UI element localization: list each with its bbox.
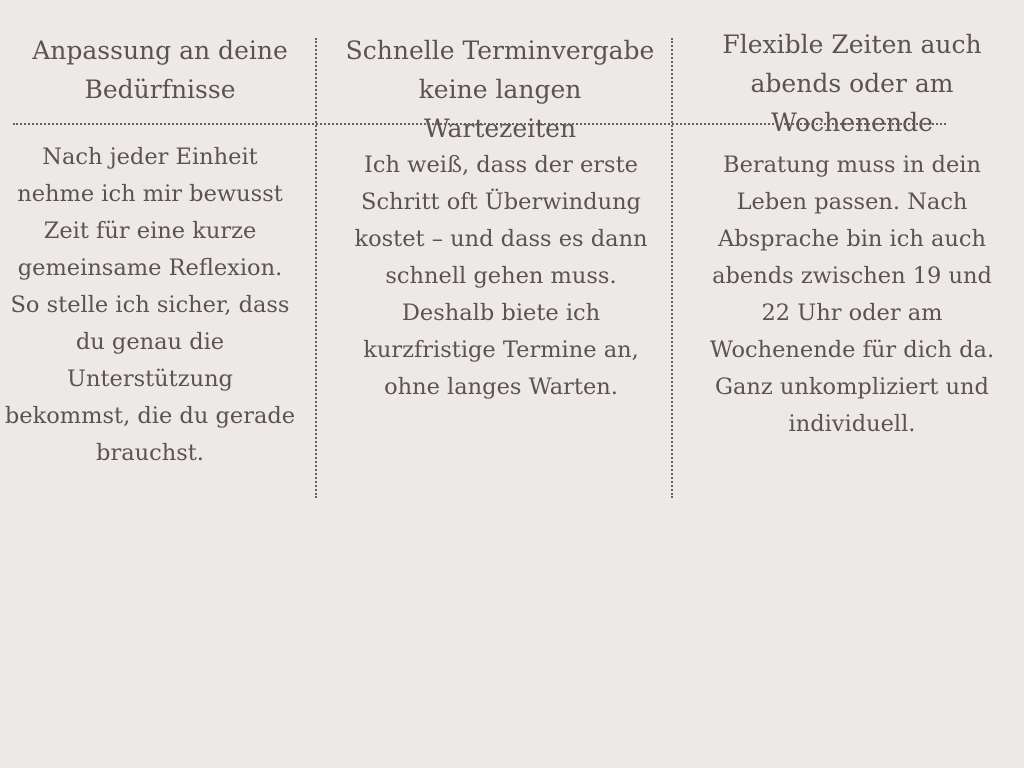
column-3-text: Beratung muss in dein Leben passen. Nach Absprache bin ich auch abends zwischen 19 und 22 Uhr oder am Wochenende für dich da. Ganz unkompliziert und individuell. [709,152,995,437]
vertical-dotted-divider-2 [671,38,673,498]
column-1-heading: Anpassung an deine Bedürfnisse [32,36,288,104]
column-3-heading: Flexible Zeiten auch abends oder am Wochenende [722,30,982,137]
vertical-dotted-divider-1 [315,38,317,498]
column-2-text: Ich weiß, dass der erste Schritt oft Überwindung kostet – und dass es dann schnell gehen muss. Deshalb biete ich kurzfristige Termine an, ohne langes Warten. [354,152,648,400]
column-2-heading: Schnelle Terminvergabe keine langen Wartezeiten [345,36,655,143]
column-1-text: Nach jeder Einheit nehme ich mir bewusst Zeit für eine kurze gemeinsame Reflexion. So stelle ich sicher, dass du genau die Unterstützung bekommst, die du gerade brauchst. [4,144,296,466]
horizontal-dotted-divider [13,123,946,125]
